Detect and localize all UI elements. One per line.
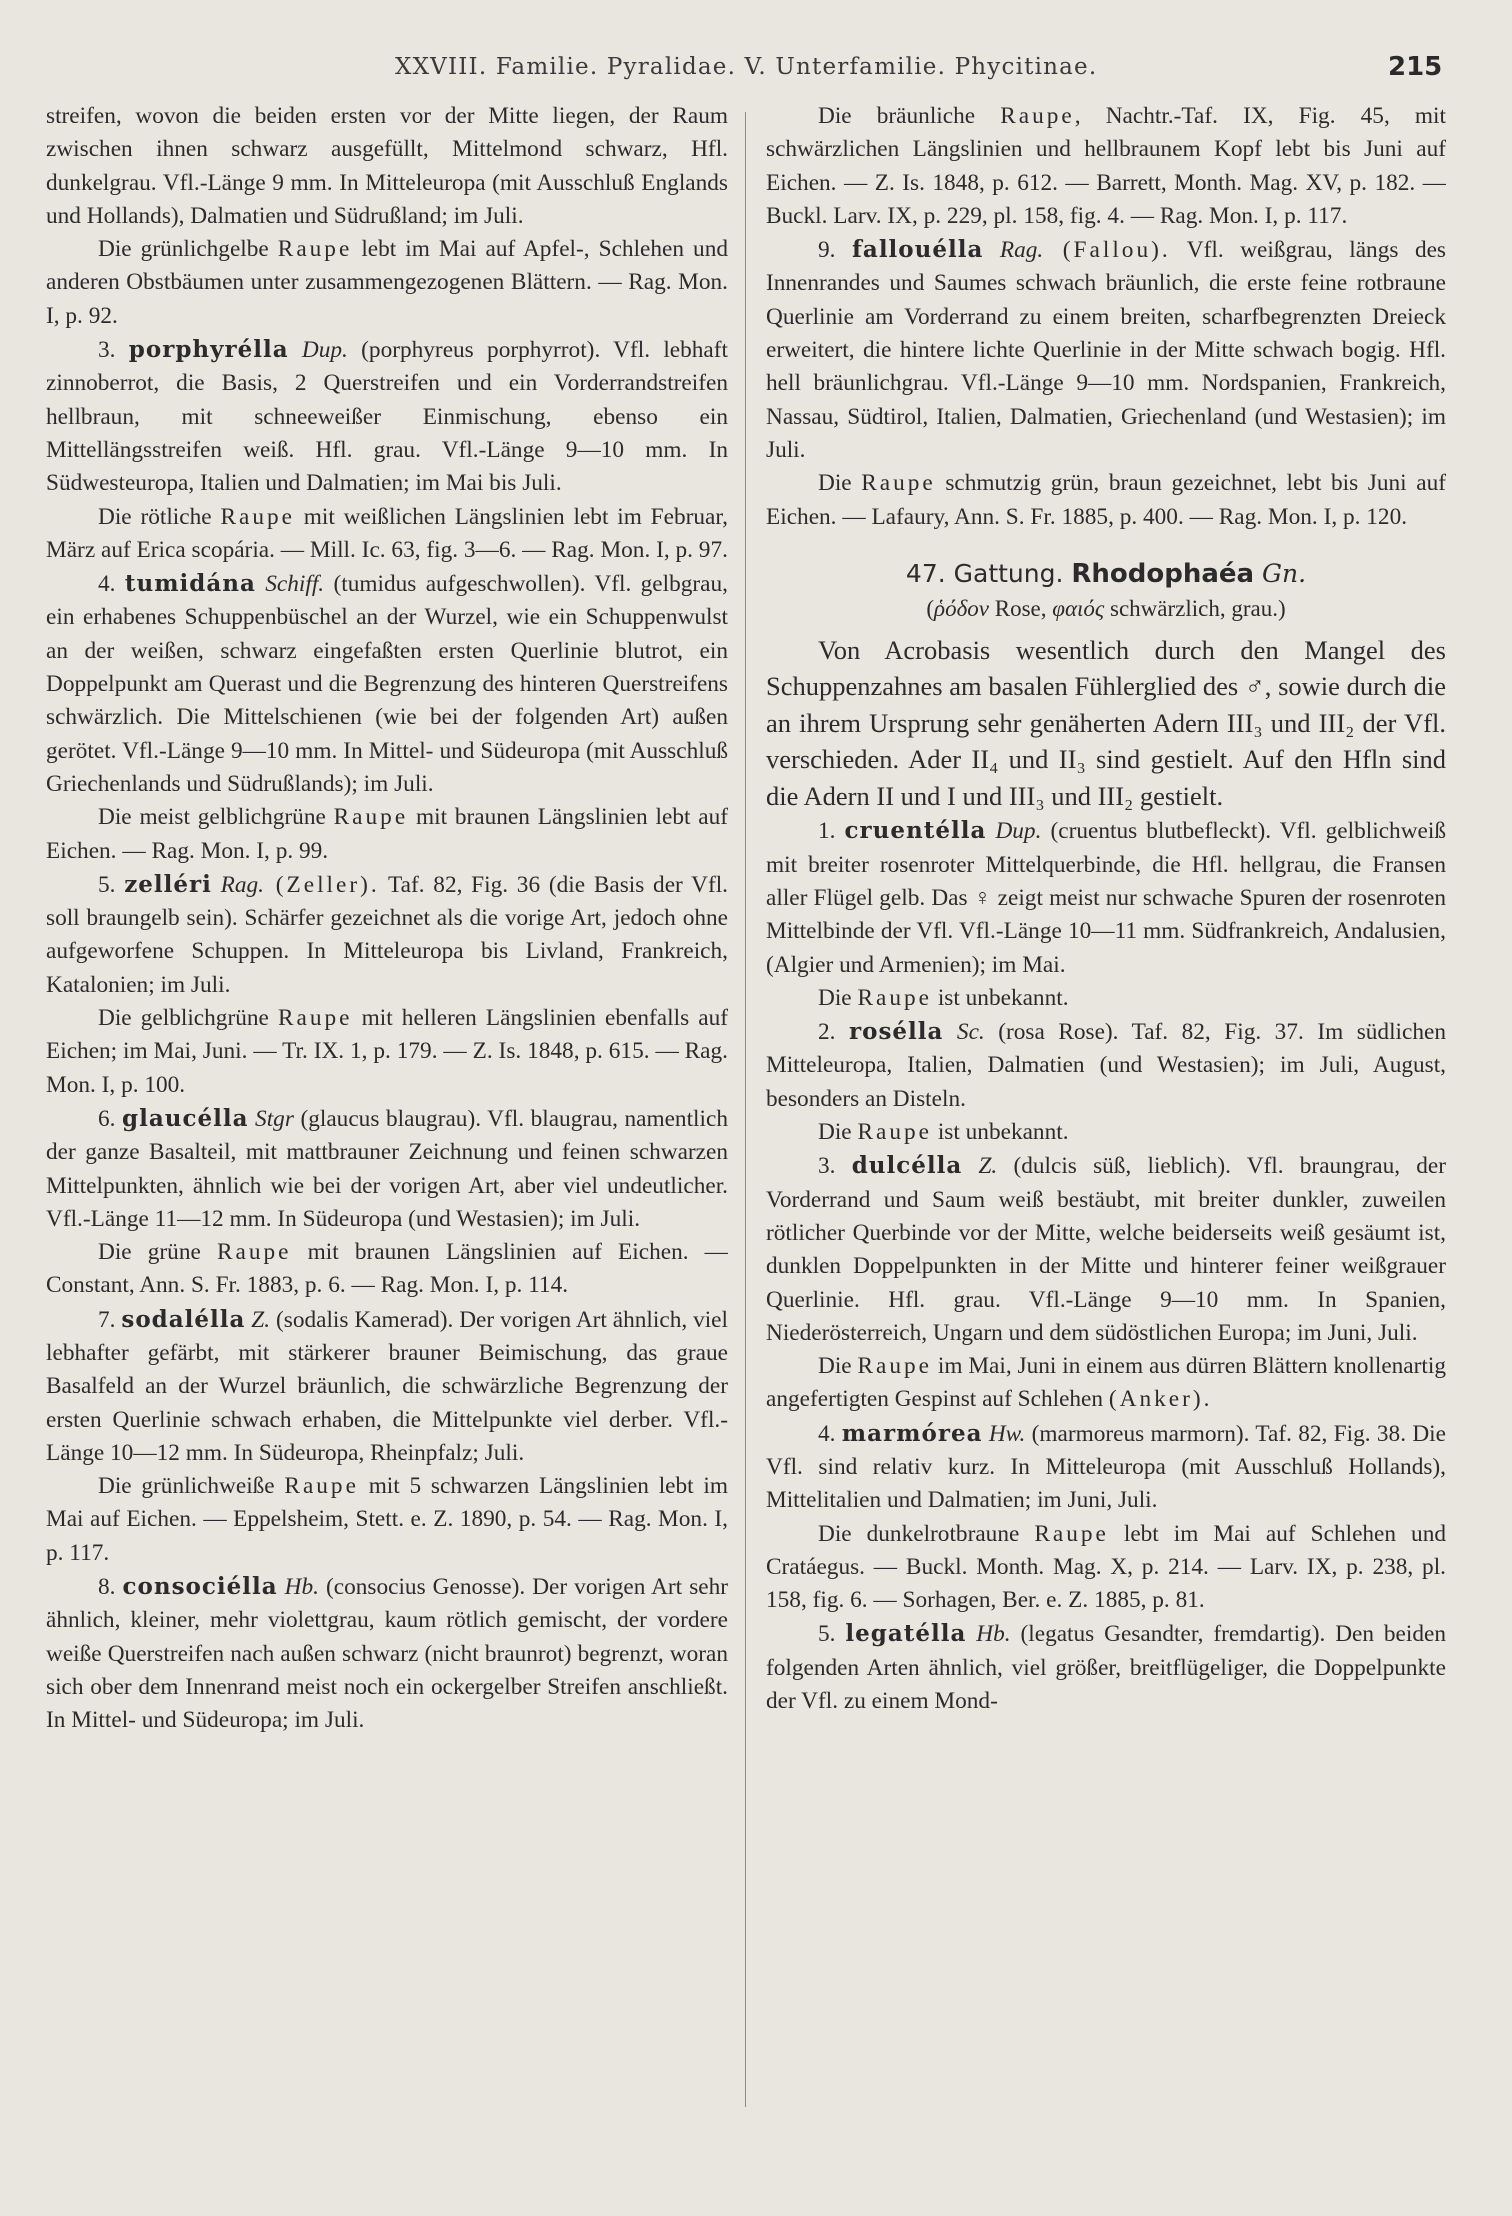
larva-paragraph: Die rötliche Raupe mit weißlichen Längslinien lebt im Februar, März auf Erica scopária. — Mill. Ic. 63, fig. 3—6. — Rag. Mon. I, p. 97. [46,503,728,563]
page-number: 215 [1388,52,1443,82]
species-entry-8: 8. consociélla Hb. (consocius Genosse). Der vorigen Art sehr ähnlich, kleiner, mehr violettgrau, kaum rötlich gemischt, der vordere weiße Querstreifen nach außen schwarz (nicht braunrot) begrenzt, woran sich ober dem Innenrand meist noch ein ockergelber Streifen anschließt. In Mittel- und Südeuropa; im Juli. [46,1573,728,1734]
larva-paragraph: Die Raupe schmutzig grün, braun gezeichnet, lebt bis Juni auf Eichen. — Lafaury, Ann. S. Fr. 1885, p. 400. — Rag. Mon. I, p. 120. [766,470,1446,530]
species-name: fallouélla [852,236,984,264]
species-entry-r5: 5. legatélla Hb. (legatus Gesandter, fremdartig). Den beiden folgenden Arten ähnlich, viel größer, breitflügeliger, die Doppelpunkte der Vfl. zu einem Mond- [766,1620,1446,1715]
larva-paragraph: Die grüne Raupe mit braunen Längslinien auf Eichen. — Constant, Ann. S. Fr. 1883, p. 6. — Rag. Mon. I, p. 114. [46,1239,728,1299]
species-name: rosélla [848,1018,944,1046]
larva-paragraph: Die grünlichgelbe Raupe lebt im Mai auf Apfel-, Schlehen und anderen Obstbäumen unter zusammengezogenen Blättern. — Rag. Mon. I, p. 92. [46,236,728,329]
right-column [766,100,1446,2120]
species-entry-9: 9. fallouélla Rag. (Fallou). Vfl. weißgrau, längs des Innenrandes und Saumes schwach bräunlich, die erste feine rotbraune Querlinie am Vorderrand zu einem breiten, scharfbegrenzten Dreieck erweitert, die hintere lichte Querlinie in der Mitte schwach bogig. Hfl. hell bräunlichgrau. Vfl.-Länge 9—10 mm. Nordspanien, Frankreich, Nassau, Südtirol, Italien, Dalmatien, Griechenland (und Westasien); im Juli. [766,236,1446,463]
species-entry-r1: 1. cruentélla Dup. (cruentus blutbefleckt). Vfl. gelblichweiß mit breiter rosenroter Mittelquerbinde, die Hfl. hellgrau, die Fransen aller Flügel gelb. Das ♀ zeigt meist nur schwache Spuren der rosenroten Mittelbinde der Vfl. Vfl.-Länge 10—11 mm. Südfrankreich, Andalusien, (Algier und Armenien); im Mai. [766,817,1446,978]
species-entry-r4: 4. marmórea Hw. (marmoreus marmorn). Taf. 82, Fig. 38. Die Vfl. sind relativ kurz. In Mitteleuropa (mit Ausschluß Hollands), Mittelitalien und Dalmatien; im Juni, Juli. [766,1419,1446,1514]
species-entry-4: 4. tumidána Schiff. (tumidus aufgeschwollen). Vfl. gelbgrau, ein erhabenes Schuppenbüschel an der Wurzel, wie ein Schuppenwulst an der weißen, schwarz eingefaßten ersten Querlinie blutrot, ein Doppelpunkt am Querast und die Begrenzung des hinteren Querstreifens schwärzlich. Die Mittelschienen (wie bei der folgenden Art) außen gerötet. Vfl.-Länge 9—10 mm. In Mittel- und Südeuropa (mit Ausschluß Griechenlands und Südrußlands); im Juli. [46,570,728,797]
species-entry-r2: 2. rosélla Sc. (rosa Rose). Taf. 82, Fig. 37. Im südlichen Mitteleuropa, Italien, Dalmatien (und Westasien); im Juli, August, besonders an Disteln. [766,1018,1446,1112]
species-entry-7: 7. sodalélla Z. (sodalis Kamerad). Der vorigen Art ähnlich, viel lebhafter gefärbt, mit stärkerer brauner Beimischung, das graue Basalfeld an der Wurzel bräunlich, die schwärzliche Begrenzung der ersten Querlinie schwach erhaben, die Mittelpunkte viel derber. Vfl.-Länge 10—12 mm. In Südeuropa, Rheinpfalz; Juli. [46,1305,728,1466]
genus-etymology: (ῥόδον Rose, φαιός schwärzlich, grau.) [926,595,1286,621]
genus-heading: 47. Gattung. Rhodophaéa Gn. [905,558,1307,589]
larva-paragraph: Die Raupe ist unbekannt. [818,984,1069,1011]
genus-description: Von Acrobasis wesentlich durch den Mangel des Schuppenzahnes am basalen Fühlerglied des ♂, sowie durch die an ihrem Ursprung sehr genäherten Adern III₃ und III₂ der Vfl. verschieden. Ader II₄ und II₃ sind gestielt. Auf den Hfln sind die Adern II und I und III₃ und III₂ gestielt. [766,634,1446,811]
larva-paragraph: Die Raupe ist unbekannt. [818,1119,1069,1146]
species-name: glaucélla [122,1104,249,1132]
species-name: legatélla [845,1620,967,1648]
species-name: porphyrélla [128,336,289,364]
column-divider [745,112,746,2107]
species-name: sodalélla [121,1305,246,1333]
running-header [0,50,1512,90]
species-entry-5: 5. zelléri Rag. (Zeller). Taf. 82, Fig. 36 (die Basis der Vfl. soll braungelb sein). Schärfer gezeichnet als die vorige Art, jedoch ohne aufgeworfene Schuppen. In Mitteleuropa bis Livland, Frankreich, Katalonien; im Juli. [46,870,728,998]
species-entry-6: 6. glaucélla Stgr (glaucus blaugrau). Vfl. blaugrau, namentlich der ganze Basalteil, mit mattbrauner Zeichnung und feinen schwarzen Mittelpunkten, ähnlich wie bei der vorigen Art, aber viel undeutlicher. Vfl.-Länge 11—12 mm. In Südeuropa (und Westasien); im Juli. [46,1104,728,1232]
species-name: dulcélla [851,1152,963,1180]
larva-paragraph: Die Raupe im Mai, Juni in einem aus dürren Blättern knollenartig angefertigten Gespinst auf Schlehen (Anker). [766,1353,1446,1413]
species-entry-3: 3. porphyrélla Dup. (porphyreus porphyrrot). Vfl. lebhaft zinnoberrot, die Basis, 2 Querstreifen und ein Vorderrandstreifen hellbraun, mit schneeweißer Einmischung, ebenso ein Mittellängsstreifen weiß. Hfl. grau. Vfl.-Länge 9—10 mm. In Südwesteuropa, Italien und Dalmatien; im Mai bis Juli. [46,336,728,497]
left-column [46,100,728,2120]
species-name: zelléri [124,870,212,898]
larva-paragraph: Die bräunliche Raupe, Nachtr.-Taf. IX, Fig. 45, mit schwärzlichen Längslinien und hellbraunem Kopf lebt bis Juni auf Eichen. — Z. Is. 1848, p. 612. — Barrett, Month. Mag. XV, p. 182. — Buckl. Larv. IX, p. 229, pl. 158, fig. 4. — Rag. Mon. I, p. 117. [766,103,1446,229]
species-name: consociélla [122,1573,278,1601]
larva-paragraph: Die gelblichgrüne Raupe mit helleren Längslinien ebenfalls auf Eichen; im Mai, Juni. — Tr. IX. 1, p. 179. — Z. Is. 1848, p. 615. — Rag. Mon. I, p. 100. [46,1005,728,1098]
species-name: tumidána [124,570,256,598]
species-name: cruentélla [844,817,987,845]
species-entry-r3: 3. dulcélla Z. (dulcis süß, lieblich). Vfl. braungrau, der Vorderrand und Saum weiß bestäubt, mit breiter dunkler, zuweilen rötlicher Querbinde vor der Mitte, welche beiderseits weiß gesäumt ist, dunklen Doppelpunkten in der Mitte und hinterer feiner weißgrauer Querlinie. Hfl. grau. Vfl.-Länge 9—10 mm. In Spanien, Niederösterreich, Ungarn und dem südöstlichen Europa; im Juni, Juli. [766,1152,1446,1346]
header-title: XXVIII. Familie. Pyralidae. V. Unterfamilie. Phycitinae. [395,54,1098,80]
species-name: marmórea [841,1419,983,1447]
paragraph: streifen, wovon die beiden ersten vor der Mitte liegen, der Raum zwischen ihnen schwarz ausgefüllt, Mittelmond schwarz, Hfl. dunkelgrau. Vfl.-Länge 9 mm. In Mitteleuropa (mit Ausschluß Englands und Hollands), Dalmatien und Südrußland; im Juli. [46,103,728,229]
larva-paragraph: Die grünlichweiße Raupe mit 5 schwarzen Längslinien lebt im Mai auf Eichen. — Eppelsheim, Stett. e. Z. 1890, p. 54. — Rag. Mon. I, p. 117. [46,1473,728,1566]
genus-name: Rhodophaéa [1071,558,1255,589]
larva-paragraph: Die meist gelblichgrüne Raupe mit braunen Längslinien lebt auf Eichen. — Rag. Mon. I, p. 99. [46,804,728,864]
larva-paragraph: Die dunkelrotbraune Raupe lebt im Mai auf Schlehen und Cratáegus. — Buckl. Month. Mag. X, p. 214. — Larv. IX, p. 238, pl. 158, fig. 6. — Sorhagen, Ber. e. Z. 1885, p. 81. [766,1520,1446,1614]
